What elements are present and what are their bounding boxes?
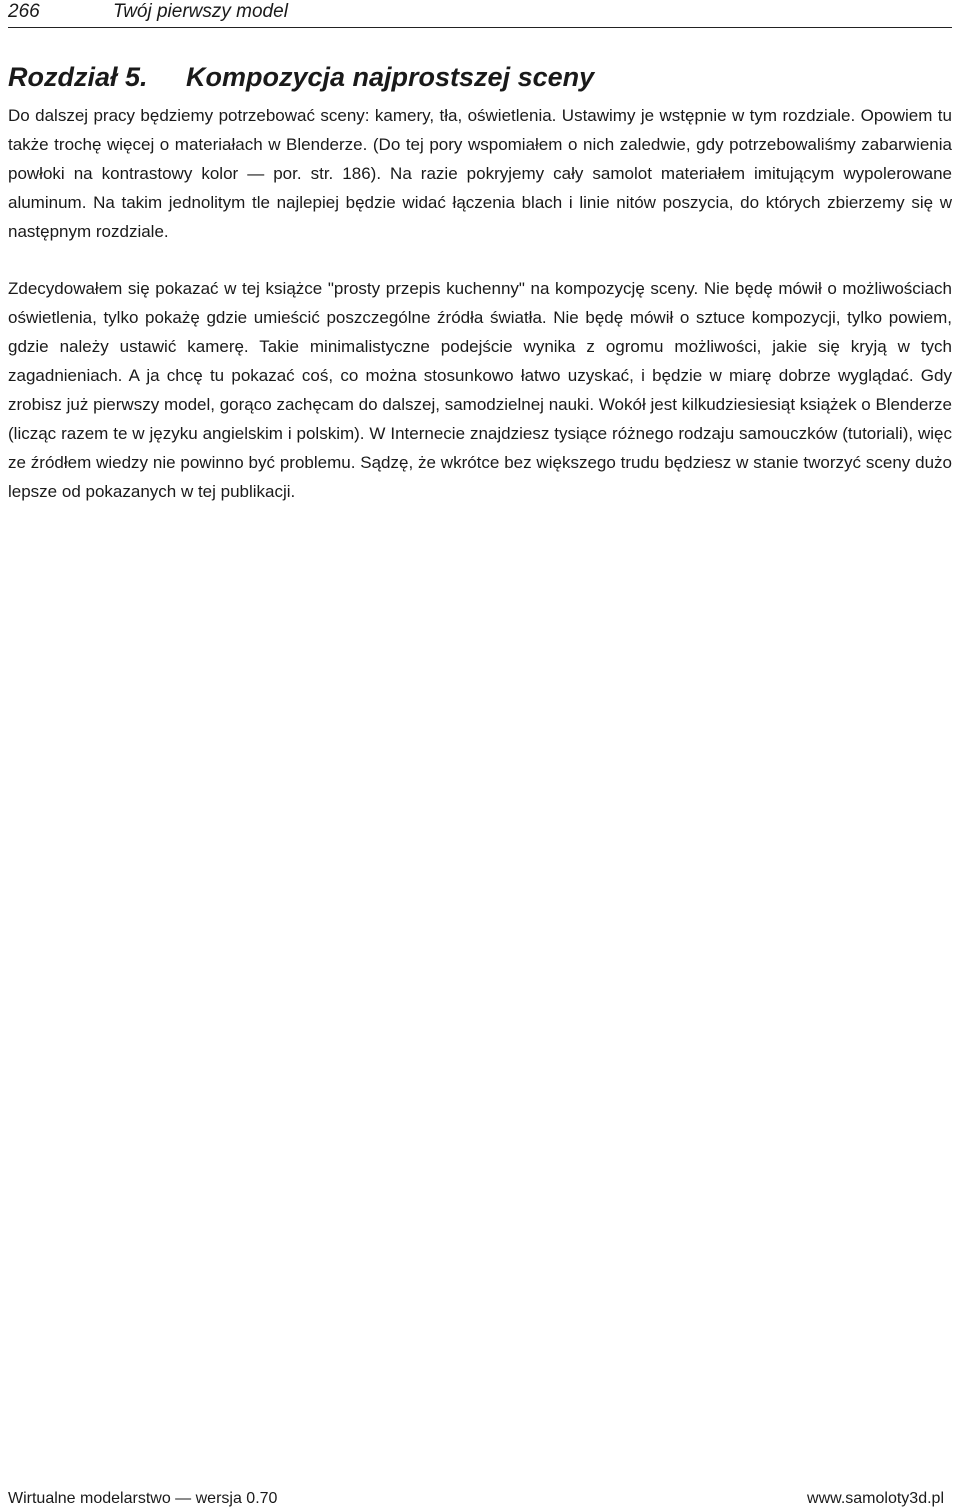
- chapter-heading: [8, 60, 594, 94]
- footer-website: www.samoloty3d.pl: [807, 1490, 944, 1507]
- footer-book-title: Wirtualne modelarstwo — wersja 0.70: [8, 1490, 278, 1507]
- paragraph-approach: [8, 274, 952, 506]
- chapter-title: Kompozycja najprostszej sceny: [186, 62, 595, 92]
- page-footer: [8, 1488, 952, 1510]
- paragraph-intro: [8, 101, 952, 246]
- chapter-label: Rozdział 5.: [8, 62, 148, 92]
- paragraph-text: Do dalszej pracy będziemy potrzebować sceny: kamery, tła, oświetlenia. Ustawimy je wstępnie w tym rozdziale. Opowiem tu także trochę więcej o materiałach w Blenderze. (Do tej pory wspomiałem o nich zaledwie, gdy potrzebowaliśmy zabarwienia powłoki na kontrastowy kolor — por. str. 186). Na razie pokryjemy cały samolot materiałem imitującym wypolerowane aluminum. Na takim jednolitym tle najlepiej będzie widać łączenia blach i linie nitów poszycia, do których zbierzemy się w następnym rozdziale.: [8, 106, 952, 241]
- page-header: [8, 0, 952, 28]
- paragraph-text: Zdecydowałem się pokazać w tej książce "prosty przepis kuchenny" na kompozycję sceny. Nie będę mówił o możliwościach oświetlenia, tylko pokażę gdzie umieścić poszczególne źródła światła. Nie będę mówił o sztuce kompozycji, tylko powiem, gdzie należy ustawić kamerę. Takie minimalistyczne podejście wynika z ogromu możliwości, jakie się kryją w tych zagadnieniach. A ja chcę tu pokazać coś, co można stosunkowo łatwo uzyskać, i będzie w miarę dobrze wyglądać. Gdy zrobisz już pierwszy model, gorąco zachęcam do dalszej, samodzielnej nauki. Wokół jest kilkudziesiesiąt książek o Blenderze (licząc razem te w języku angielskim i polskim). W Internecie znajdziesz tysiące różnego rodzaju samouczków (tutoriali), więc ze źródłem wiedzy nie powinno być problemu. Sądzę, że wkrótce bez większego trudu będziesz w stanie tworzyć sceny dużo lepsze od pokazanych w tej publikacji.: [8, 279, 952, 501]
- running-title: Twój pierwszy model: [113, 1, 288, 22]
- page-number: 266: [8, 1, 40, 22]
